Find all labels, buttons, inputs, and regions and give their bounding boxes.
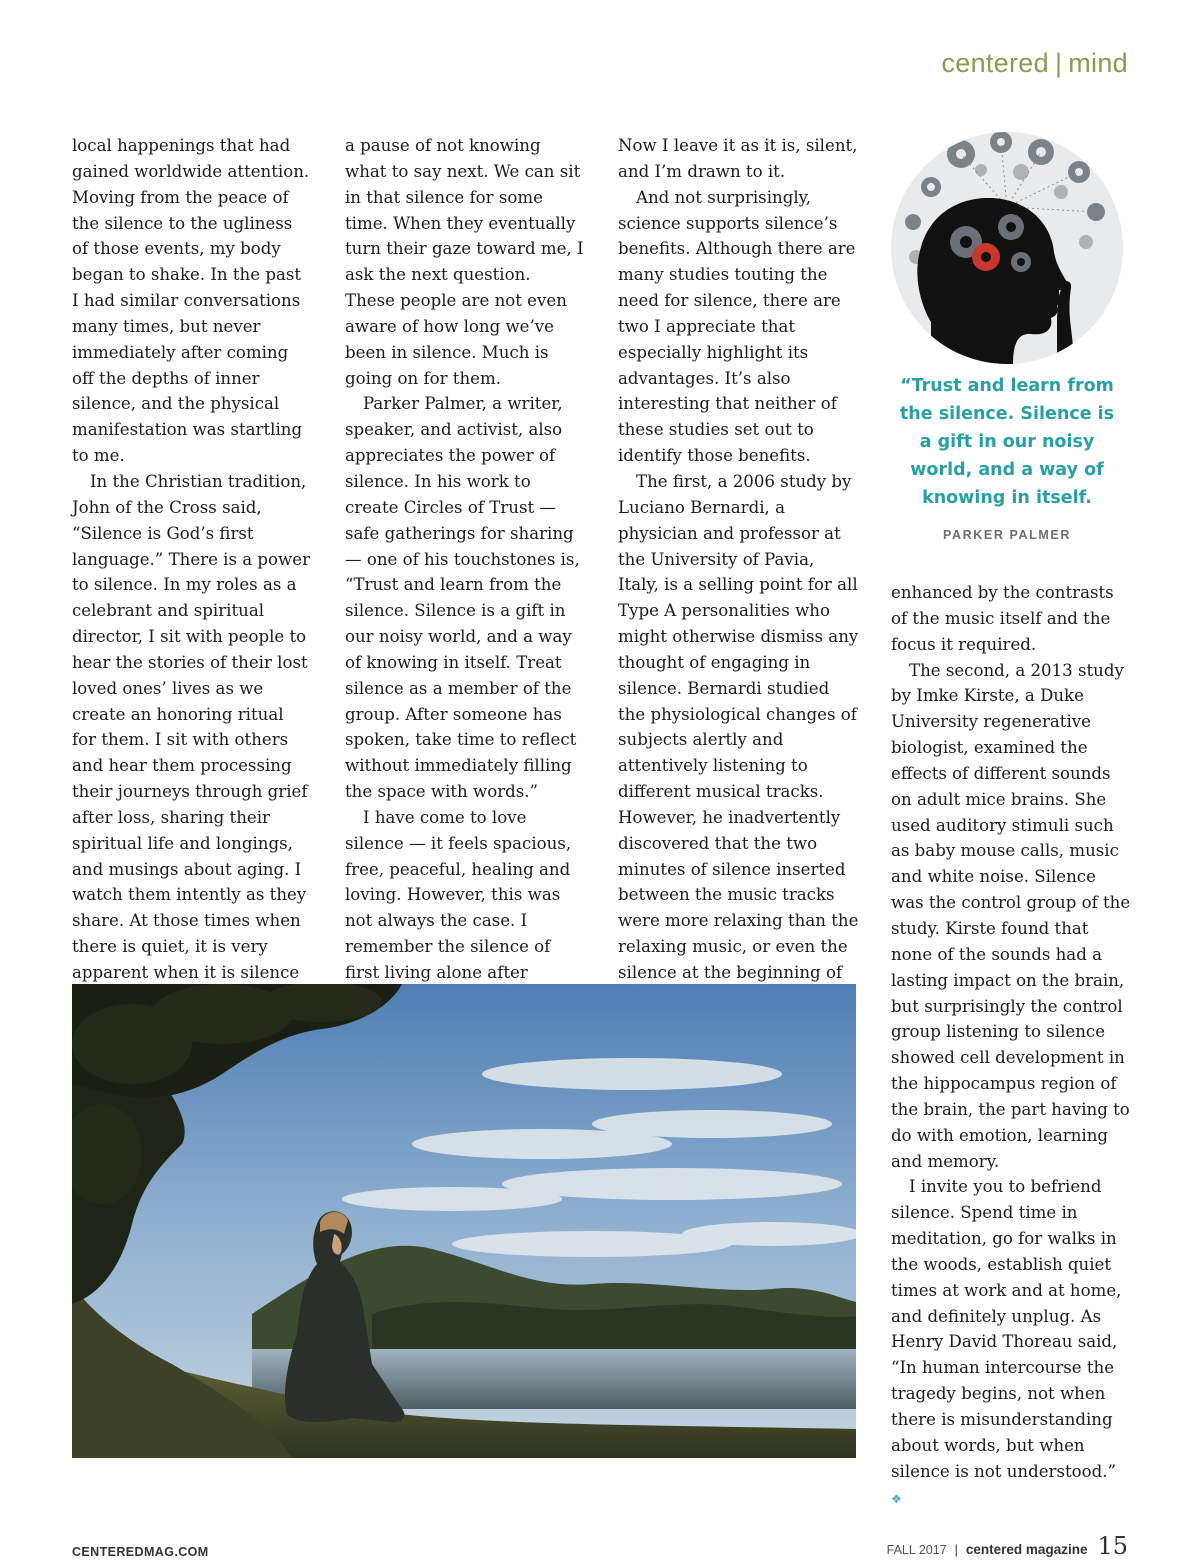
paragraph: The first, a 2006 study by Luciano Bernardi, a physician and professor at the University of Pavia, Italy, is a selling point for all Type A personalities who might otherwise dismiss any thought of engaging in silence. Bernardi studied the physiological changes of subjects alertly and attentively listening to different musical tracks. However, he inadvertently discovered that the two minutes of silence inserted between the music tracks were more relaxing than the relaxing music, or even the silence at the beginning of [618,471,859,982]
article-column-1 [72,133,312,1038]
page-number: 15 [1097,1532,1128,1560]
paragraph: enhanced by the contrasts of the music itself and the focus it required. [891,583,1114,654]
paragraph [891,1174,1131,1512]
paragraph: I have come to love silence — it feels spacious, free, peaceful, healing and loving. However, this was not always the case. I remember the silence of first living alone after [345,807,572,982]
paragraph: Parker Palmer, a writer, speaker, and activist, also appreciates the power of silence. In his work to create Circles of Trust — safe gatherings for sharing — one of his touchstones is, “Trust and learn from the silence. Silence is a gift in our noisy world, and a way of knowing in itself. Treat silence as a member of the group. After someone has spoken, take time to reflect without immediately filling the space with words.” [345,394,580,802]
paragraph: local happenings that had gained worldwide attention. Moving from the peace of the silence to the ugliness of those events, my body began to shake. In the past I had similar conversations many times, but never immediately after coming off the depths of inner silence, and the physical manifestation was startling to me. [72,136,310,466]
footer-website: CENTEREDMAG.COM [72,1545,209,1559]
section-separator: | [1054,48,1063,78]
paragraph: In the Christian tradition, John of the Cross said, “Silence is God’s first language.” There is a power to silence. In my roles as a celebrant and spiritual director, I sit with people to hear the stories of their lost loved ones’ lives as we create an honoring ritual for them. I sit with others and hear them processing their journeys through grief after loss, sharing their spiritual life and longings, and musings about aging. I watch them intently as they share. At those times when there is quiet, it is very apparent when it is silence [72,471,311,982]
paragraph: Now I leave it as it is, silent, and I’m drawn to it. [618,136,858,181]
end-of-article-icon: ❖ [891,1491,902,1506]
footer-issue-info [887,1532,1128,1560]
article-column-4 [891,580,1131,1512]
subsection-name: mind [1068,48,1128,78]
pull-quote-author: PARKER PALMER [943,528,1071,542]
magazine-name: centered magazine [965,1542,1088,1557]
pull-quote: “Trust and learn from the silence. Silence is a gift in our noisy world, and a way of knowing in itself. [899,376,1115,508]
closing-paragraph-text: I invite you to befriend silence. Spend time in meditation, go for walks in the woods, establish quiet times at work and at home, and definitely unplug. As Henry David Thoreau said, “In human intercourse the tragedy begins, not when there is misunderstanding about words, but when silence is not understood.” [891,1177,1122,1481]
article-column-2 [345,133,585,1063]
paragraph: a pause of not knowing what to say next. We can sit in that silence for some time. When they eventually turn their gaze toward me, I ask the next question. These people are not even aware of how long we’ve been in silence. Much is going on for them. [345,136,584,388]
silhouette-gears-illustration [891,132,1123,364]
paragraph: And not surprisingly, science supports silence’s benefits. Although there are many studies touting the need for silence, there are two I appreciate that especially highlight its advantages. It’s also interesting that neither of these studies set out to identify those benefits. [618,187,856,466]
woman-sitting-by-lake-photo [72,984,856,1458]
footer-separator: | [954,1543,958,1557]
paragraph: The second, a 2013 study by Imke Kirste, a Duke University regenerative biologist, examined the effects of different sounds on adult mice brains. She used auditory stimuli such as baby mouse calls, music and white noise. Silence was the control group of the study. Kirste found that none of the sounds had a lasting impact on the brain, but surprisingly the control group listening to silence showed cell development in the hippocampus region of the brain, the part having to do with emotion, learning and memory. [891,660,1131,1171]
section-header [941,48,1128,79]
article-column-3 [618,133,860,1038]
section-name: centered [941,48,1049,78]
issue-date: FALL 2017 [886,1543,947,1557]
